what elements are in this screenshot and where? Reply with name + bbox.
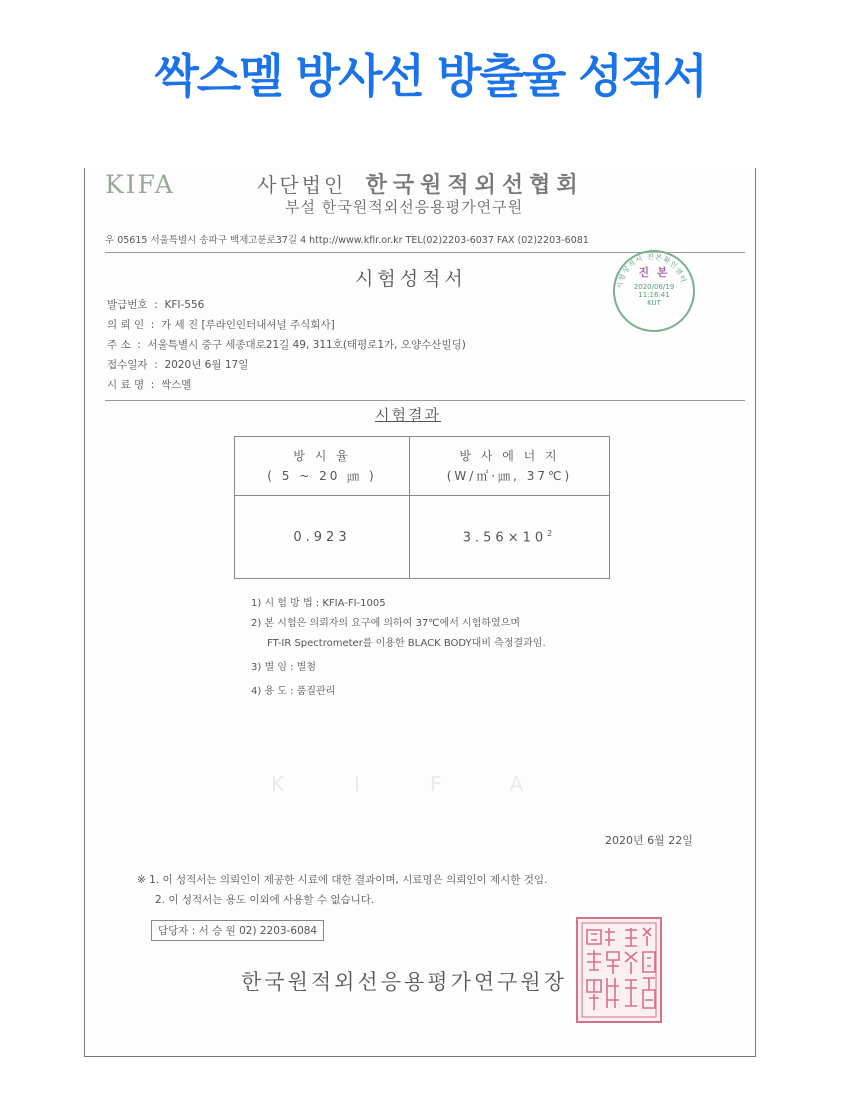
org-name <box>257 168 584 199</box>
document-title: 시험성적서 <box>355 268 467 290</box>
seal-icon <box>575 916 663 1024</box>
table-cell-radiant-energy: $3.56\times 10^2$ <box>409 496 609 579</box>
stamp-text: 진 본 <box>638 266 670 279</box>
page-title: 싹스멜 방사선 방출율 성적서 <box>154 49 706 103</box>
stamp-date: 2020/06/19 <box>633 283 675 291</box>
table-cell-emissivity: 0.923 <box>235 496 410 579</box>
divider <box>105 400 745 401</box>
table-header-emissivity: 방 시 율 ( 5 ~ 20 ㎛ ) <box>235 437 410 496</box>
stamp-time: 11:16:41 <box>638 291 670 299</box>
note-item: FT-IR Spectrometer를 이용한 BLACK BODY대비 측정결과임. <box>267 638 546 649</box>
contact-box: 담당자 : 서 승 원 02) 2203-6084 <box>151 920 324 941</box>
field-receipt-date: 접수일자 : 2020년 6월 17일 <box>107 359 249 371</box>
org-main-name: 한국원적외선협회 <box>365 173 584 198</box>
note-item: 3) 별 임 : 별첨 <box>251 662 316 673</box>
note-item: 2) 본 시험은 의뢰자의 요구에 의하여 37℃에서 시험하였으며 <box>251 618 520 629</box>
field-issue-number: 발급번호 : KFI-556 <box>107 299 205 311</box>
kifa-watermark: KIFA <box>271 772 594 796</box>
test-report-document <box>84 168 756 1057</box>
footer-org-name: 한국원적외선응용평가연구원장 <box>241 970 568 994</box>
stamp-code: KUT <box>647 299 661 307</box>
result-title: 시험결과 <box>375 406 441 424</box>
authenticity-stamp <box>613 250 695 332</box>
note-item: 4) 용 도 : 품질관리 <box>251 686 336 697</box>
field-address: 주 소 : 서울특별시 중구 세종대로21길 49, 311호(태평로1가, 오양수산빌딩) <box>107 339 466 351</box>
field-sample-name: 시 료 명 : 싹스멜 <box>107 379 192 391</box>
disclaimer-line: 2. 이 성적서는 용도 이외에 사용할 수 없습니다. <box>155 894 375 906</box>
table-header-radiant-energy: 방 사 에 너 지 (W/㎡·㎛, 37℃) <box>409 437 609 496</box>
note-item: 1) 시 험 방 법 : KFIA-FI-1005 <box>251 598 386 609</box>
field-client: 의 뢰 인 : 가 세 진 [루라인인터내셔널 주식회사] <box>107 319 335 331</box>
address-line: 우 05615 서울특별시 송파구 백제고분로37길 4 http://www.kfir.or.kr TEL(02)2203-6037 FAX (02)2203-6081 <box>105 235 589 246</box>
result-table <box>234 436 610 579</box>
svg-text:시험성적서 진본확인센터: 시험성적서 진본확인센터 <box>615 252 688 290</box>
official-seal <box>575 916 663 1024</box>
org-prefix: 사단법인 <box>257 173 347 197</box>
kifa-logo: KIFA <box>105 170 175 199</box>
org-subtitle: 부설 한국원적외선응용평가연구원 <box>285 198 524 216</box>
disclaimer-line: ※ 1. 이 성적서는 의뢰인이 제공한 시료에 대한 결과이며, 시료명은 의뢰인이 제시한 것임. <box>137 874 548 886</box>
stamp-ring-text <box>613 250 691 328</box>
issue-date: 2020년 6월 22일 <box>605 834 693 847</box>
